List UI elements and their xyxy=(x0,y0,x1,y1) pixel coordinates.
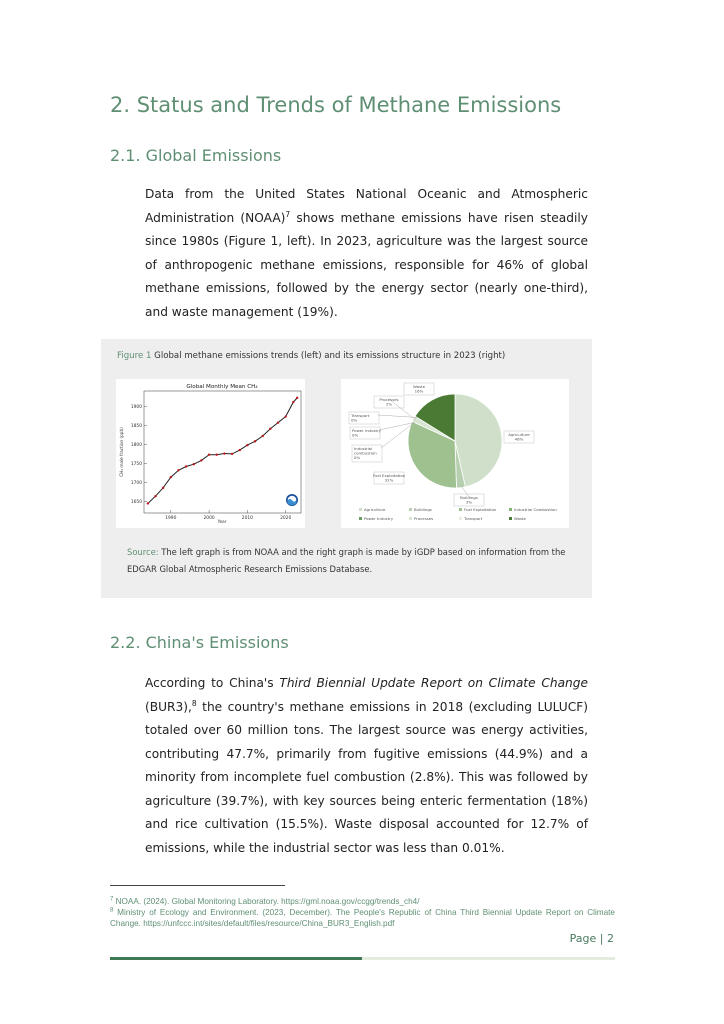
page-number: Page | 2 xyxy=(569,932,614,945)
data-point xyxy=(262,435,264,437)
legend-label: Power Industry xyxy=(364,516,394,521)
y-axis-label: CH₄ mole fraction (ppb) xyxy=(119,427,124,477)
data-point xyxy=(284,415,286,417)
footnote-ref-8[interactable]: 8 xyxy=(191,698,197,708)
x-axis-label: Year xyxy=(217,519,227,524)
data-point xyxy=(231,453,233,455)
x-tick-label: 2010 xyxy=(241,516,253,521)
trend-line xyxy=(148,398,297,504)
y-tick-label: 1700 xyxy=(130,481,142,486)
slice-label: Industrial combustion 0% xyxy=(354,446,377,461)
slice-label: Fuel Exploitation 32% xyxy=(372,473,406,483)
legend-label: Buildings xyxy=(414,507,432,512)
data-point xyxy=(154,495,156,497)
data-point xyxy=(177,469,179,471)
data-point xyxy=(246,444,248,446)
noaa-logo-icon xyxy=(286,494,298,506)
x-tick-label: 2020 xyxy=(280,516,292,521)
y-tick-label: 1850 xyxy=(130,423,142,429)
data-point xyxy=(170,476,172,478)
y-tick-label: 1650 xyxy=(130,500,142,506)
figure-source: Source: The left graph is from NOAA and the right graph is made by iGDP based on information from the EDGAR Global Atmospheric Research Emissions Database. xyxy=(127,547,566,574)
slice-label: Power industry 0% xyxy=(352,428,381,438)
data-point xyxy=(296,397,298,399)
legend-swatch xyxy=(359,508,362,511)
y-tick-label: 1750 xyxy=(130,461,142,467)
data-point xyxy=(254,440,256,442)
data-point xyxy=(208,453,210,455)
slice-label: Agriculture 46% xyxy=(508,432,530,442)
data-point xyxy=(292,401,294,403)
paragraph-china: According to China's Third Biennial Update Report on Climate Change (BUR3),$^8$ the country's methane emissions in 2018 (excluding LULUCF) totaled over 60 million tons. The largest source was energy activities, contributing 47.7%, primarily from fugitive emissions (44.9%) and a minority from incomplete fuel combustion (2.8%). This was followed by agriculture (39.7%), with key sources being enteric fermentation (18%) and rice cultivation (15.5%). Waste disposal accounted for 12.7% of emissions, while the industrial sector was less than 0.01%. xyxy=(145,676,589,855)
footer-bar-light xyxy=(362,957,615,960)
line-chart-panel xyxy=(116,379,305,528)
data-point xyxy=(193,463,195,465)
section-title-global: 2.1. Global Emissions xyxy=(110,146,282,165)
slice-label: Waste 16% xyxy=(413,384,425,394)
pie-chart-panel xyxy=(341,379,569,528)
plot-frame xyxy=(144,391,301,513)
paragraph-global: Data from the United States National Oceanic and Atmospheric Administration (NOAA)$^7$ shows methane emissions have risen steadily since 1980s (Figure 1, left). In 2023, agriculture was the largest source of anthropogenic methane emissions, responsible for 46% of global methane emissions, followed by the energy sector (nearly one-third), and waste management (19%). xyxy=(145,187,588,319)
footnote-ref-7[interactable]: 7 xyxy=(285,209,291,219)
legend-label: Waste xyxy=(514,516,526,521)
legend-label: Processes xyxy=(414,516,434,521)
legend-swatch xyxy=(359,517,362,520)
line-chart-title: Global Monthly Mean CH₄ xyxy=(186,384,258,390)
legend-swatch xyxy=(459,517,462,520)
pie-chart xyxy=(341,379,569,528)
page-heading: 2. Status and Trends of Methane Emissions xyxy=(110,93,562,117)
data-point xyxy=(200,459,202,461)
data-point xyxy=(269,428,271,430)
legend-swatch xyxy=(459,508,462,511)
data-point xyxy=(277,421,279,423)
legend-label: Industrial Combustion xyxy=(514,507,557,512)
legend-label: Transport xyxy=(464,516,483,521)
slice-label: Transport 0% xyxy=(351,413,370,423)
legend-label: Agriculture xyxy=(364,507,386,512)
footnote-8-link[interactable]: Ministry of Ecology and Environment. (2023, December). The People's Republic of China Third Biennial Update Report on Climate Change. https://unfccc.int/sites/default/files/resource/China_BUR3_English.pdf xyxy=(110,908,615,928)
data-point xyxy=(216,453,218,455)
footnote-8: $^8$ Ministry of Ecology and Environment. (2023, December). The People's Republic of China Third Biennial Update Report on Climate Change. https://unfccc.int/sites/default/files/resource/China_BUR3_English.pdf xyxy=(110,907,615,928)
section-title-china: 2.2. China's Emissions xyxy=(110,633,289,652)
x-tick-label: 1990 xyxy=(165,516,177,521)
legend-label: Fuel Exploitation xyxy=(464,507,497,512)
y-tick-label: 1900 xyxy=(130,404,142,410)
footer-bar-dark xyxy=(110,957,362,960)
data-point xyxy=(185,465,187,467)
data-point xyxy=(223,452,225,454)
data-point xyxy=(147,502,149,504)
data-point xyxy=(239,449,241,451)
footnote-7: $^7$ NOAA. (2024). Global Monitoring Laboratory. https://gml.noaa.gov/ccgg/trends_ch4/ xyxy=(110,896,420,906)
x-tick-label: 2000 xyxy=(203,516,215,521)
footnote-7-link[interactable]: NOAA. (2024). Global Monitoring Laboratory. https://gml.noaa.gov/ccgg/trends_ch4/ xyxy=(113,897,420,906)
data-point xyxy=(162,487,164,489)
leader-line xyxy=(379,422,414,430)
y-tick-label: 1800 xyxy=(130,442,142,448)
legend-swatch xyxy=(509,517,512,520)
legend-swatch xyxy=(509,508,512,511)
slice-label: Buildings 3% xyxy=(460,495,478,505)
line-chart xyxy=(116,379,305,528)
slice-label: Processes 2% xyxy=(379,397,399,407)
figure-caption: Figure 1 Global methane emissions trends (left) and its emissions structure in 2023 (right) xyxy=(117,351,506,361)
footnote-divider xyxy=(110,885,285,886)
legend-swatch xyxy=(409,508,412,511)
figure-1 xyxy=(101,339,592,598)
legend-swatch xyxy=(409,517,412,520)
